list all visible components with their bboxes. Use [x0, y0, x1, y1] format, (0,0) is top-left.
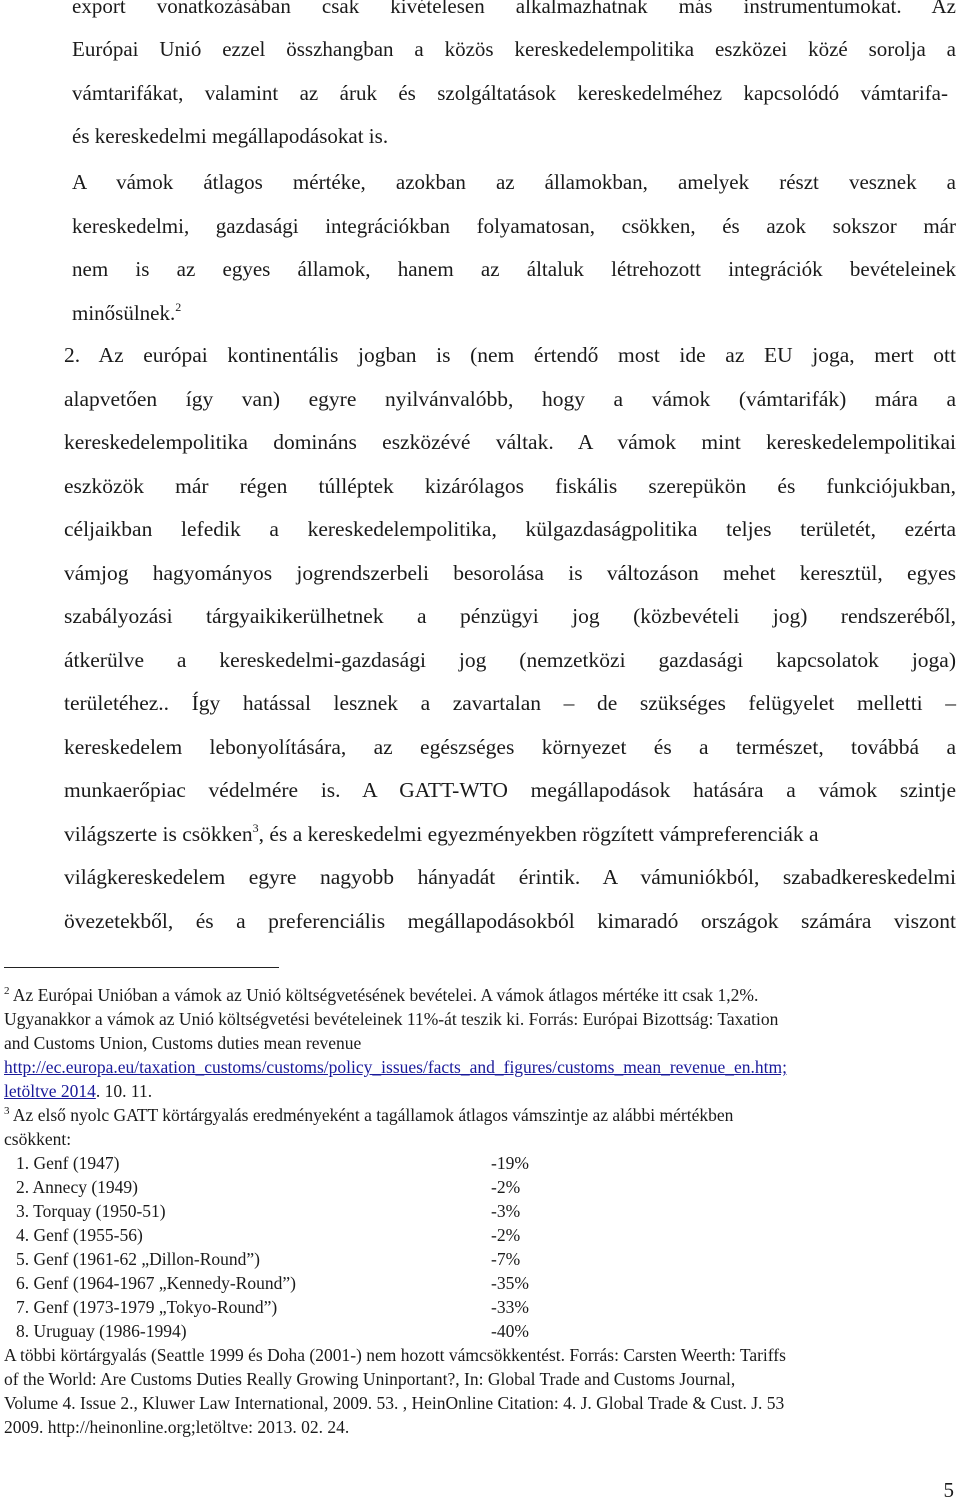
text-segment: . 10. 11.: [95, 1081, 153, 1101]
text-segment: Az első nyolc GATT körtárgyalás eredményeként a tagállamok átlagos vámszintje az alábbi mértékben: [9, 1105, 734, 1125]
round-label: 4. Genf (1955-56): [16, 1225, 143, 1245]
text-line: A vámok átlagos mértéke, azokban az államokban, amelyek részt vesznek a: [72, 170, 956, 194]
round-value: -35%: [491, 1273, 529, 1293]
text-line: övezetekből, és a preferenciális megállapodásokból kimaradó országok számára viszont: [64, 909, 956, 933]
round-label: 8. Uruguay (1986-1994): [16, 1321, 187, 1341]
text-line: átkerülve a kereskedelmi-gazdasági jog (nemzetközi gazdasági kapcsolatok joga): [64, 648, 956, 672]
text-line: vámtarifákat, valamint az áruk és szolgáltatások kereskedelméhez kapcsolódó vámtarifa-: [72, 81, 948, 105]
text-line: export vonatkozásában csak kivételesen alkalmazhatnak más instrumentumokat. Az: [72, 0, 956, 18]
footnote-marker: 3: [4, 1105, 10, 1118]
round-row: [16, 1321, 529, 1342]
round-row: [16, 1201, 521, 1222]
text-line: kereskedelem lebonyolítására, az egészséges környezet és a természet, továbbá a: [64, 735, 956, 759]
footnote-line: 2009. http://heinonline.org;letöltve: 2013. 02. 24.: [4, 1417, 350, 1437]
text-line: 2. Az európai kontinentális jogban is (nem értendő most ide az EU joga, mert ott: [64, 343, 956, 367]
text-line: Európai Unió ezzel összhangban a közös kereskedelempolitika eszközei közé sorolja a: [72, 37, 956, 61]
text-line: szabályozási tárgyaikikerülhetnek a pénzügyi jog (közbevételi jog) rendszeréből,: [64, 604, 956, 628]
page-number: 5: [943, 1478, 954, 1502]
source-link[interactable]: http://ec.europa.eu/taxation_customs/customs/policy_issues/facts_and_figures/customs_mean_revenue_en.htm;: [4, 1057, 787, 1077]
footnote-ref-3[interactable]: 3: [252, 821, 259, 835]
text-line: kereskedelempolitika domináns eszközévé váltak. A vámok mint kereskedelempolitikai: [64, 430, 956, 454]
text-line: kereskedelmi, gazdasági integrációkban folyamatosan, csökken, és azok sokszor már: [72, 214, 956, 238]
text-line: [64, 822, 956, 847]
footnote-line: [4, 1057, 787, 1078]
footnote-line: [4, 1105, 733, 1126]
text-segment: Az Európai Unióban a vámok az Unió költségvetésének bevételei. A vámok átlagos mértéke itt csak 1,2%.: [9, 985, 759, 1005]
round-value: -2%: [491, 1177, 521, 1197]
round-row: [16, 1225, 521, 1246]
round-value: -40%: [491, 1321, 529, 1341]
footnote-line: [4, 985, 758, 1006]
text-line: és kereskedelmi megállapodásokat is.: [72, 124, 389, 148]
footnote-line: csökkent:: [4, 1129, 72, 1149]
text-segment: [64, 822, 819, 847]
round-row: [16, 1249, 521, 1270]
footnote-line: of the World: Are Customs Duties Really Growing Uninportant?, In: Global Trade and Customs Journal,: [4, 1369, 736, 1389]
text-line: világkereskedelem egyre nagyobb hányadát érintik. A vámuniókból, szabadkereskedelmi: [64, 865, 956, 889]
text-segment: , és a kereskedelmi egyezményekben rögzített vámpreferenciák a: [258, 822, 819, 847]
round-label: 7. Genf (1973-1979 „Tokyo-Round”): [16, 1297, 278, 1317]
text-line: területéhez.. Így hatással lesznek a zavartalan – de szükséges felügyelet melletti –: [64, 691, 956, 715]
text-segment: világszerte is csökken: [64, 822, 253, 847]
text-segment: minősülnek.: [72, 301, 176, 325]
text-line: alapvetően így van) egyre nyilvánvalóbb, hogy a vámok (vámtarifák) mára a: [64, 387, 956, 411]
footnote-line: A többi körtárgyalás (Seattle 1999 és Doha (2001-) nem hozott vámcsökkentést. Forrás: Carsten Weerth: Tariffs: [4, 1345, 786, 1365]
round-row: [16, 1273, 529, 1294]
round-label: 5. Genf (1961-62 „Dillon-Round”): [16, 1249, 260, 1269]
round-label: 3. Torquay (1950-51): [16, 1201, 166, 1221]
footnote-line: and Customs Union, Customs duties mean revenue: [4, 1033, 362, 1053]
text-line: eszközök már régen túlléptek kizárólagos fiskális szerepükön és funkciójukban,: [64, 474, 956, 498]
footnote-line: Ugyanakkor a vámok az Unió költségvetési bevételeinek 11%-át teszik ki. Forrás: Európai Bizottság: Taxation: [4, 1009, 779, 1029]
round-label: 2. Annecy (1949): [16, 1177, 138, 1197]
round-value: -3%: [491, 1201, 521, 1221]
round-label: 1. Genf (1947): [16, 1153, 120, 1173]
text-line: vámjog hagyományos jogrendszerbeli besorolása is változáson mehet keresztül, egyes: [64, 561, 956, 585]
text-line: nem is az egyes államok, hanem az általuk létrehozott integrációk bevételeinek: [72, 257, 956, 281]
round-value: -2%: [491, 1225, 521, 1245]
footnote-line: Volume 4. Issue 2., Kluwer Law International, 2009. 53. , HeinOnline Citation: 4. J. Global Trade & Cust. J. 53: [4, 1393, 785, 1413]
text-line: [72, 301, 181, 326]
round-label: 6. Genf (1964-1967 „Kennedy-Round”): [16, 1273, 296, 1293]
round-value: -7%: [491, 1249, 521, 1269]
source-link-date[interactable]: letöltve 2014: [4, 1081, 96, 1101]
round-row: [16, 1177, 521, 1198]
round-row: [16, 1297, 529, 1318]
footnote-marker: 2: [4, 985, 10, 998]
text-line: céljaikban lefedik a kereskedelempolitika, külgazdaságpolitika teljes területét, ezérta: [64, 517, 956, 541]
round-row: [16, 1153, 529, 1174]
footnote-ref-2[interactable]: 2: [175, 300, 182, 314]
round-value: -19%: [491, 1153, 529, 1173]
text-line: munkaerőpiac védelmére is. A GATT-WTO megállapodások hatására a vámok szintje: [64, 778, 956, 802]
footnote-line: [4, 1081, 152, 1102]
round-value: -33%: [491, 1297, 529, 1317]
footnote-separator: [4, 967, 279, 968]
